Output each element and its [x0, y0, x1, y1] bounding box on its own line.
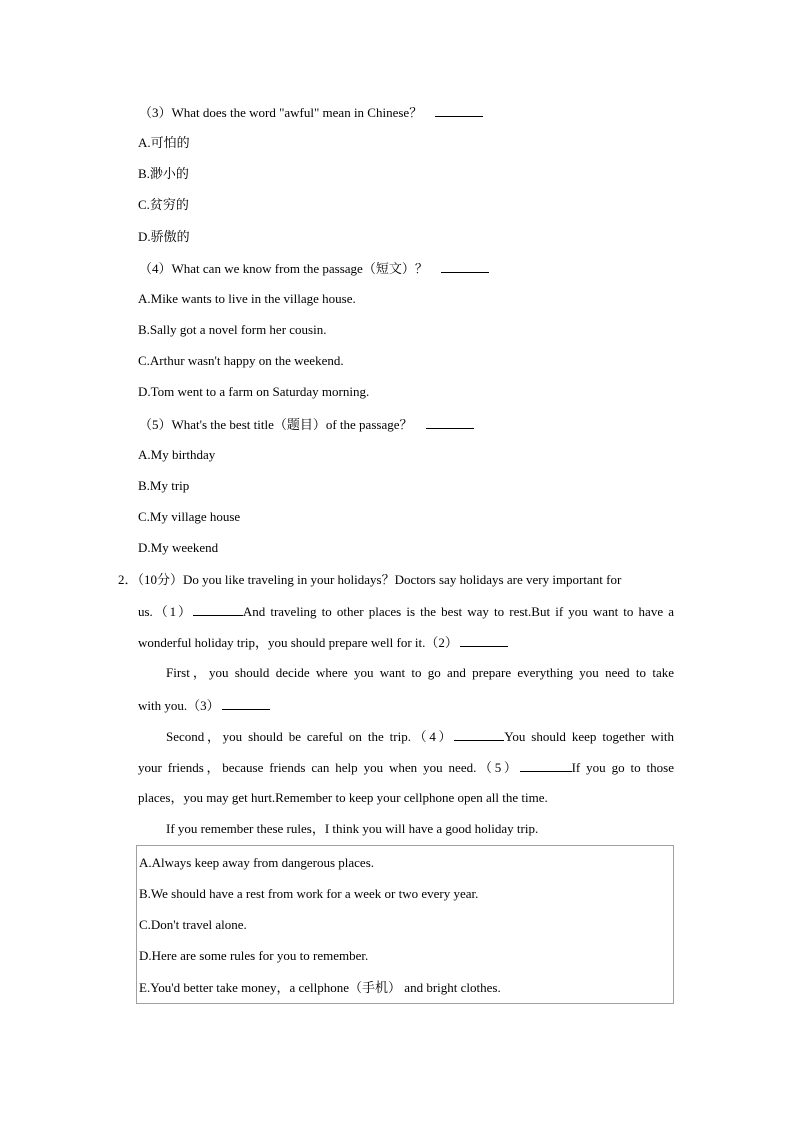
answer-blank[interactable] — [435, 104, 483, 117]
section-2-line-5: with you.（3） — [138, 697, 270, 714]
question-4 — [139, 260, 489, 277]
answer-blank[interactable] — [441, 260, 489, 273]
question-4-text: （4）What can we know from the passage（短文）？ — [139, 261, 428, 276]
blank-1[interactable] — [193, 603, 243, 616]
question-5-text: （5）What's the best title（题目）of the passage？ — [139, 417, 413, 432]
q4-option-c: C.Arthur wasn't happy on the weekend. — [138, 353, 344, 368]
choice-e: E.You'd better take money，a cellphone（手机） and bright clothes. — [139, 980, 501, 995]
choice-b: B.We should have a rest from work for a week or two every year. — [139, 886, 479, 901]
section-2-line-2: us.（1） And traveling to other places is the best way to rest.But if you want to have a — [138, 604, 674, 619]
section-2-line-9: If you remember these rules，I think you will have a good holiday trip. — [166, 821, 539, 836]
choice-d: D.Here are some rules for you to remember. — [139, 948, 369, 963]
section-2-line-7: your friends，because friends can help you when you need.（5） If you go to those — [138, 760, 674, 775]
section-2-line-4: First，you should decide where you want to go and prepare everything you need to take — [166, 665, 674, 680]
section-2-line-3: wonderful holiday trip，you should prepare well for it.（2） — [138, 634, 508, 651]
question-3 — [139, 104, 483, 121]
q5-option-c: C.My village house — [138, 509, 241, 524]
q5-option-a: A.My birthday — [138, 447, 216, 462]
question-5 — [139, 416, 474, 433]
section-2-line-6: Second，you should be careful on the trip.（4） You should keep together with — [166, 729, 674, 744]
blank-3[interactable] — [222, 697, 270, 710]
q3-option-d: D.骄傲的 — [138, 229, 190, 244]
section-2-line-8: places，you may get hurt.Remember to keep your cellphone open all the time. — [138, 790, 548, 805]
blank-2[interactable] — [460, 634, 508, 647]
blank-4[interactable] — [454, 728, 504, 741]
q5-option-b: B.My trip — [138, 478, 190, 493]
question-3-text: （3）What does the word "awful" mean in Chinese？ — [139, 105, 423, 120]
section-2-line-1: 2．（10分）Do you like traveling in your holidays？Doctors say holidays are very important for — [118, 572, 622, 587]
answer-blank[interactable] — [426, 416, 474, 429]
blank-5[interactable] — [520, 759, 572, 772]
q3-option-b: B.渺小的 — [138, 166, 189, 181]
q5-option-d: D.My weekend — [138, 540, 219, 555]
q3-option-c: C.贫穷的 — [138, 197, 189, 212]
choices-box — [136, 845, 674, 1004]
q4-option-b: B.Sally got a novel form her cousin. — [138, 322, 327, 337]
choice-c: C.Don't travel alone. — [139, 917, 247, 932]
q4-option-d: D.Tom went to a farm on Saturday morning. — [138, 384, 370, 399]
q4-option-a: A.Mike wants to live in the village house. — [138, 291, 356, 306]
q3-option-a: A.可怕的 — [138, 135, 190, 150]
choice-a: A.Always keep away from dangerous places. — [139, 855, 375, 870]
